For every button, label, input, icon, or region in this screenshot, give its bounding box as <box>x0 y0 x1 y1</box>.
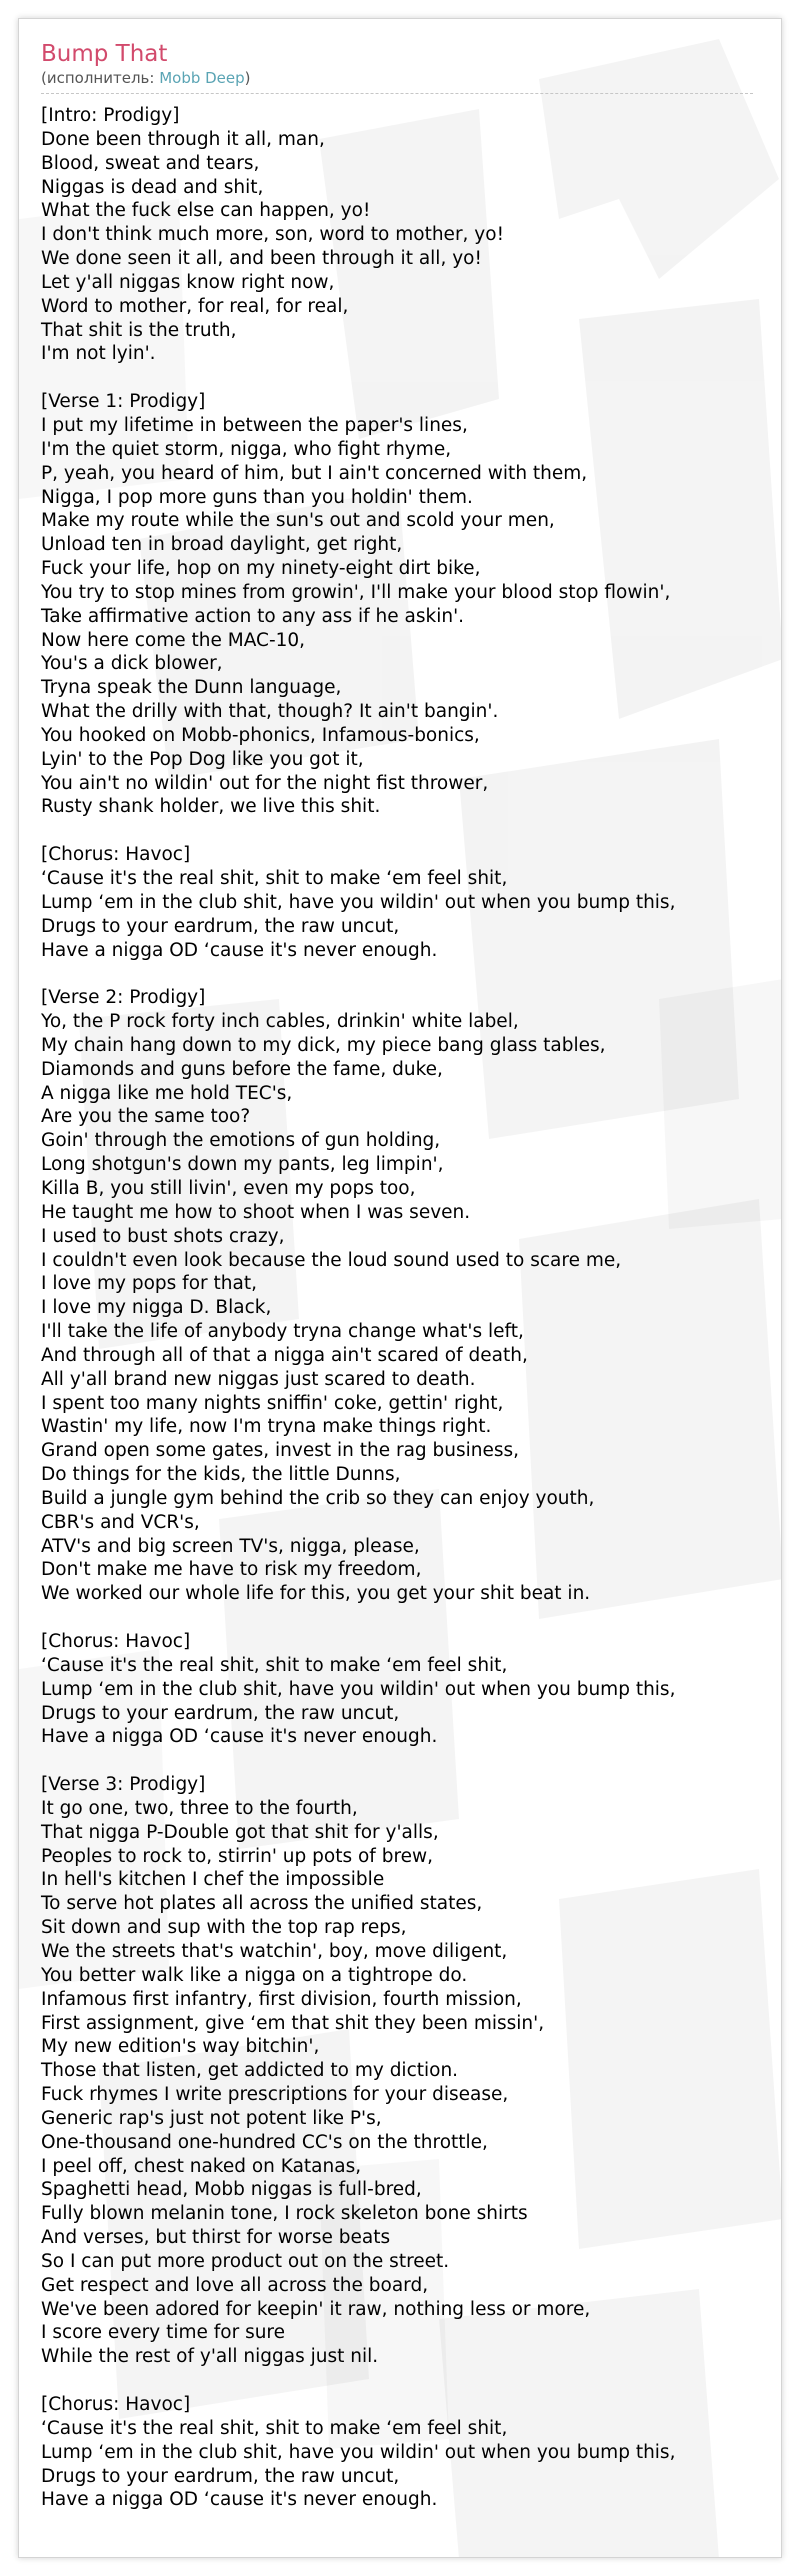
lyric-line: Rusty shank holder, we live this shit. <box>41 796 381 818</box>
lyric-line: Get respect and love all across the board, <box>41 2274 429 2296</box>
lyric-line: I'm not lyin'. <box>41 343 156 365</box>
lyric-line: Are you the same too? <box>41 1106 251 1128</box>
stanza-gap <box>41 1749 761 1773</box>
stanza-gap <box>41 2369 761 2393</box>
lyric-line: Generic rap's just not potent like P's, <box>41 2107 382 2129</box>
section-header: [Chorus: Havoc] <box>41 844 191 866</box>
lyric-line: Goin' through the emotions of gun holding, <box>41 1130 441 1152</box>
artist-prefix: (исполнитель: <box>41 69 160 87</box>
lyric-line: Spaghetti head, Mobb niggas is full-bred, <box>41 2179 422 2201</box>
artist-line <box>41 69 753 94</box>
song-title <box>41 39 761 69</box>
lyric-line: ‘Cause it's the real shit, shit to make ‘em feel shit, <box>41 1654 508 1676</box>
lyric-line: You hooked on Mobb-phonics, Infamous-bonics, <box>41 724 480 746</box>
lyric-line: Yo, the P rock forty inch cables, drinkin' white label, <box>41 1011 519 1033</box>
lyric-line: Infamous first infantry, first division, fourth mission, <box>41 1988 522 2010</box>
lyric-line: And through all of that a nigga ain't scared of death, <box>41 1344 528 1366</box>
stanza-gap <box>41 1606 761 1630</box>
lyric-line: I score every time for sure <box>41 2322 286 2344</box>
lyric-line: Peoples to rock to, stirrin' up pots of brew, <box>41 1845 434 1867</box>
lyric-line: Do things for the kids, the little Dunns, <box>41 1464 401 1486</box>
lyric-line: We worked our whole life for this, you get your shit beat in. <box>41 1583 591 1605</box>
lyric-line: Sit down and sup with the top rap reps, <box>41 1917 407 1939</box>
lyric-line: Word to mother, for real, for real, <box>41 295 349 317</box>
lyric-line: Lump ‘em in the club shit, have you wildin' out when you bump this, <box>41 2441 676 2463</box>
lyric-line: I don't think much more, son, word to mother, yo! <box>41 224 504 246</box>
lyric-line: Lump ‘em in the club shit, have you wildin' out when you bump this, <box>41 1678 676 1700</box>
stanza-gap <box>41 962 761 986</box>
lyric-line: CBR's and VCR's, <box>41 1511 200 1533</box>
lyrics-text <box>41 104 761 2512</box>
lyric-line: Niggas is dead and shit, <box>41 176 264 198</box>
lyric-line: Have a nigga OD ‘cause it's never enough. <box>41 1726 438 1748</box>
lyric-line: While the rest of y'all niggas just nil. <box>41 2346 379 2368</box>
lyric-line: Take affirmative action to any ass if he askin'. <box>41 605 465 627</box>
lyric-line: So I can put more product out on the street. <box>41 2250 450 2272</box>
lyric-line: I put my lifetime in between the paper's lines, <box>41 414 468 436</box>
lyric-line: Make my route while the sun's out and scold your men, <box>41 510 555 532</box>
lyrics-card <box>18 18 782 2558</box>
lyric-line: ‘Cause it's the real shit, shit to make ‘em feel shit, <box>41 2417 508 2439</box>
lyric-line: To serve hot plates all across the unified states, <box>41 1893 483 1915</box>
lyric-line: What the drilly with that, though? It ain't bangin'. <box>41 701 499 723</box>
lyric-line: We the streets that's watchin', boy, move diligent, <box>41 1940 508 1962</box>
lyric-line: Lump ‘em in the club shit, have you wildin' out when you bump this, <box>41 891 676 913</box>
lyric-line: Long shotgun's down my pants, leg limpin', <box>41 1154 444 1176</box>
section-header: [Verse 3: Prodigy] <box>41 1774 206 1796</box>
lyric-line: You's a dick blower, <box>41 653 223 675</box>
lyric-line: Unload ten in broad daylight, get right, <box>41 534 403 556</box>
lyric-line: Killa B, you still livin', even my pops too, <box>41 1177 416 1199</box>
section-header: [Chorus: Havoc] <box>41 2394 191 2415</box>
lyric-line: It go one, two, three to the fourth, <box>41 1797 358 1819</box>
lyric-line: ATV's and big screen TV's, nigga, please, <box>41 1535 420 1557</box>
lyric-line: Nigga, I pop more guns than you holdin' them. <box>41 486 473 508</box>
section-header: [Verse 1: Prodigy] <box>41 391 206 413</box>
lyric-line: ‘Cause it's the real shit, shit to make ‘em feel shit, <box>41 868 508 889</box>
lyric-line: Let y'all niggas know right now, <box>41 271 335 293</box>
lyric-line: Drugs to your eardrum, the raw uncut, <box>41 915 400 937</box>
lyric-line: Now here come the MAC-10, <box>41 629 306 651</box>
lyric-line: First assignment, give ‘em that shit they been missin', <box>41 2012 545 2034</box>
lyric-line: You better walk like a nigga on a tightrope do. <box>41 1964 468 1986</box>
lyric-line: Drugs to your eardrum, the raw uncut, <box>41 1702 400 1724</box>
lyric-line: Blood, sweat and tears, <box>41 152 260 174</box>
lyric-line: What the fuck else can happen, yo! <box>41 200 371 222</box>
lyric-line: In hell's kitchen I chef the impossible <box>41 1869 385 1891</box>
stanza-gap <box>41 366 761 390</box>
lyric-line: Have a nigga OD ‘cause it's never enough. <box>41 2489 438 2511</box>
section-header: [Verse 2: Prodigy] <box>41 987 206 1009</box>
lyric-line: Diamonds and guns before the fame, duke, <box>41 1058 443 1080</box>
lyric-line: Fuck your life, hop on my ninety-eight dirt bike, <box>41 558 481 580</box>
lyric-line: He taught me how to shoot when I was seven. <box>41 1201 471 1223</box>
song-title-text: Bump That <box>41 41 168 67</box>
lyric-line: You ain't no wildin' out for the night fist thrower, <box>41 772 489 794</box>
stanza-gap <box>41 819 761 843</box>
lyric-line: Grand open some gates, invest in the rag business, <box>41 1440 520 1462</box>
section-header: [Intro: Prodigy] <box>41 105 180 126</box>
lyric-line: Lyin' to the Pop Dog like you got it, <box>41 748 364 770</box>
artist-link[interactable]: Mobb Deep <box>159 69 245 87</box>
lyric-line: Fully blown melanin tone, I rock skeleton bone shirts <box>41 2203 528 2225</box>
lyric-line: That shit is the truth, <box>41 319 237 341</box>
lyric-line: I spent too many nights sniffin' coke, gettin' right, <box>41 1392 504 1414</box>
lyric-line: Fuck rhymes I write prescriptions for your disease, <box>41 2084 509 2106</box>
lyric-line: I used to bust shots crazy, <box>41 1225 285 1247</box>
lyric-line: And verses, but thirst for worse beats <box>41 2227 391 2249</box>
lyric-line: That nigga P-Double got that shit for y'alls, <box>41 1821 439 1843</box>
lyric-line: Done been through it all, man, <box>41 128 325 150</box>
lyric-line: Wastin' my life, now I'm tryna make things right. <box>41 1416 492 1438</box>
section-header: [Chorus: Havoc] <box>41 1631 191 1652</box>
lyric-line: Drugs to your eardrum, the raw uncut, <box>41 2465 400 2487</box>
lyric-line: P, yeah, you heard of him, but I ain't concerned with them, <box>41 462 588 484</box>
lyric-line: My chain hang down to my dick, my piece bang glass tables, <box>41 1034 606 1056</box>
lyrics-content <box>19 19 781 2512</box>
artist-suffix: ) <box>244 69 251 87</box>
lyric-line: A nigga like me hold TEC's, <box>41 1082 293 1104</box>
lyric-line: I couldn't even look because the loud sound used to scare me, <box>41 1249 622 1271</box>
lyric-line: I love my nigga D. Black, <box>41 1297 272 1319</box>
lyric-line: Tryna speak the Dunn language, <box>41 677 342 699</box>
lyric-line: My new edition's way bitchin', <box>41 2036 320 2058</box>
lyric-line: Build a jungle gym behind the crib so they can enjoy youth, <box>41 1487 595 1509</box>
lyric-line: You try to stop mines from growin', I'll make your blood stop flowin', <box>41 581 671 603</box>
lyric-line: Have a nigga OD ‘cause it's never enough. <box>41 939 438 961</box>
lyric-line: I'll take the life of anybody tryna change what's left, <box>41 1321 524 1343</box>
lyric-line: One-thousand one-hundred CC's on the throttle, <box>41 2131 488 2153</box>
lyric-line: All y'all brand new niggas just scared to death. <box>41 1368 476 1390</box>
lyric-line: Don't make me have to risk my freedom, <box>41 1559 422 1581</box>
lyric-line: We've been adored for keepin' it raw, nothing less or more, <box>41 2298 591 2320</box>
lyric-line: Those that listen, get addicted to my diction. <box>41 2060 459 2082</box>
lyric-line: I love my pops for that, <box>41 1273 257 1295</box>
lyric-line: I peel off, chest naked on Katanas, <box>41 2155 362 2177</box>
lyric-line: We done seen it all, and been through it all, yo! <box>41 248 482 270</box>
lyric-line: I'm the quiet storm, nigga, who fight rhyme, <box>41 438 452 460</box>
